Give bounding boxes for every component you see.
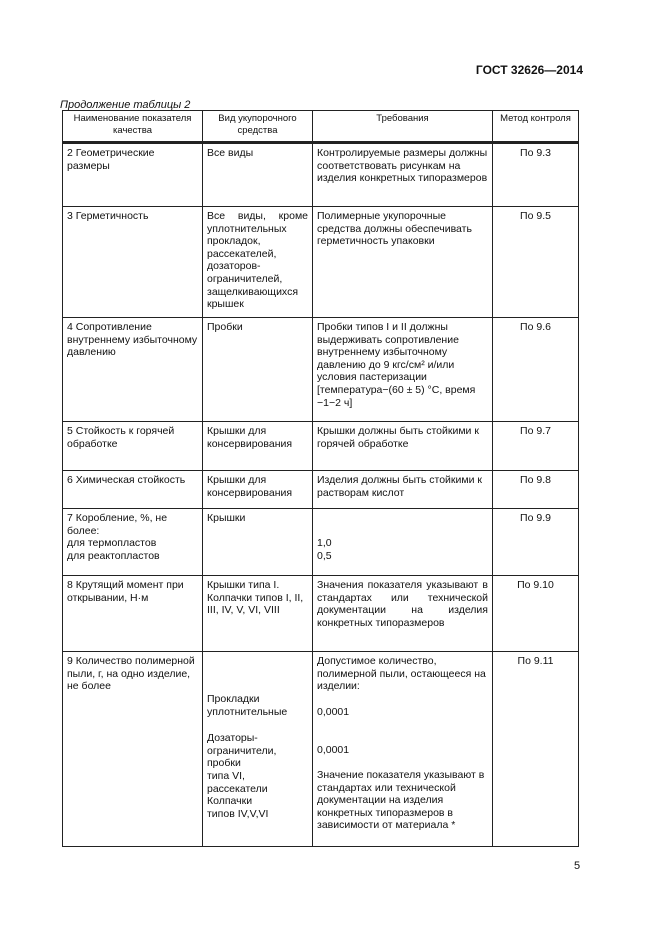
cell-method: По 9.7 [493,422,579,471]
cell-method: По 9.11 [493,652,579,847]
cell-requirements: Контролируемые размеры должны соответствовать рисункам на изделия конкретных типоразмеров [313,143,493,207]
cell-kind: Крышки для консервирования [203,422,313,471]
standard-number: ГОСТ 32626—2014 [475,63,583,77]
table-row [63,576,579,652]
cell-kind: Пробки [203,318,313,422]
name-line: для термопластов [67,537,157,550]
cell-name [63,509,203,576]
cell-kind: Крышки для консервирования [203,471,313,509]
table-row [63,422,579,471]
cell-requirements [313,509,493,576]
name-line: для реактопластов [67,549,160,562]
cell-method: По 9.5 [493,207,579,318]
page-number: 5 [574,860,581,872]
cell-requirements [313,652,493,847]
col-header-name: Наименование показателя качества [63,111,203,143]
req-line: 1,0 [317,537,332,549]
cell-requirements: Полимерные укупорочные средства должны обеспечивать герметичность упаковки [313,207,493,318]
kind-part: Дозаторы-ограничители, пробки [207,732,277,770]
cell-requirements: Изделия должны быть стойкими к растворам кислот [313,471,493,509]
table-row [63,318,579,422]
cell-requirements: Пробки типов I и II должны выдерживать сопротивление внутреннему избыточному давлению до 9 кгс/см² и/или условия пастеризации [температура−(60 ± 5) °С, время −1−2 ч] [313,318,493,422]
kind-part: типов IV,V,VI [207,807,269,820]
cell-name: 3 Герметичность [63,207,203,318]
cell-requirements: Крышки должны быть стойкими к горячей обработке [313,422,493,471]
table-caption: Продолжение таблицы 2 [60,99,191,111]
req-part: 0,0001 [317,705,350,718]
cell-name: 6 Химическая стойкость [63,471,203,509]
table-row [63,207,579,318]
table-row [63,509,579,576]
cell-method: По 9.9 [493,509,579,576]
col-header-method: Метод контроля [493,111,579,143]
cell-kind: Все виды [203,143,313,207]
cell-kind: Крышки типа I. Колпачки типов I, II, III, IV, V, VI, VIII [203,576,313,652]
cell-method: По 9.3 [493,143,579,207]
kind-part: Прокладки уплотнительные [207,693,288,718]
table-row [63,143,579,207]
req-part: Значение показателя указывают в стандартах или технической документации на изделия конкретных типоразмеров в зависимости от материала * [317,768,485,832]
cell-method: По 9.10 [493,576,579,652]
cell-name: 4 Сопротивление внутреннему избыточному давлению [63,318,203,422]
cell-name: 8 Крутящий момент при открывании, Н·м [63,576,203,652]
cell-kind: Крышки [203,509,313,576]
req-part: 0,0001 [317,744,350,757]
cell-requirements: Значения показателя указывают в стандартах или технической документации на изделия конкретных типоразмеров [313,576,493,652]
cell-method: По 9.6 [493,318,579,422]
table-row [63,652,579,847]
col-header-requirements: Требования [313,111,493,143]
col-header-kind: Вид укупорочного средства [203,111,313,143]
cell-name: 2 Геометрические размеры [63,143,203,207]
req-part: Допустимое количество, полимерной пыли, остающееся на изделии: [317,655,486,693]
kind-part: типа VI, рассекатели Колпачки [207,769,268,808]
cell-name: 9 Количество полимерной пыли, г, на одно изделие, не более [63,652,203,847]
cell-kind: Все виды, кроме уплотнительных прокладок, рассекателей, дозаторов-ограничителей, защелкивающихся крышек [203,207,313,318]
cell-method: По 9.8 [493,471,579,509]
requirements-table [62,110,579,847]
req-line: 0,5 [317,549,332,562]
cell-name: 5 Стойкость к горячей обработке [63,422,203,471]
cell-kind [203,652,313,847]
table-row [63,471,579,509]
table-header-row [63,111,579,143]
name-line: 7 Коробление, %, не более: [67,512,168,537]
